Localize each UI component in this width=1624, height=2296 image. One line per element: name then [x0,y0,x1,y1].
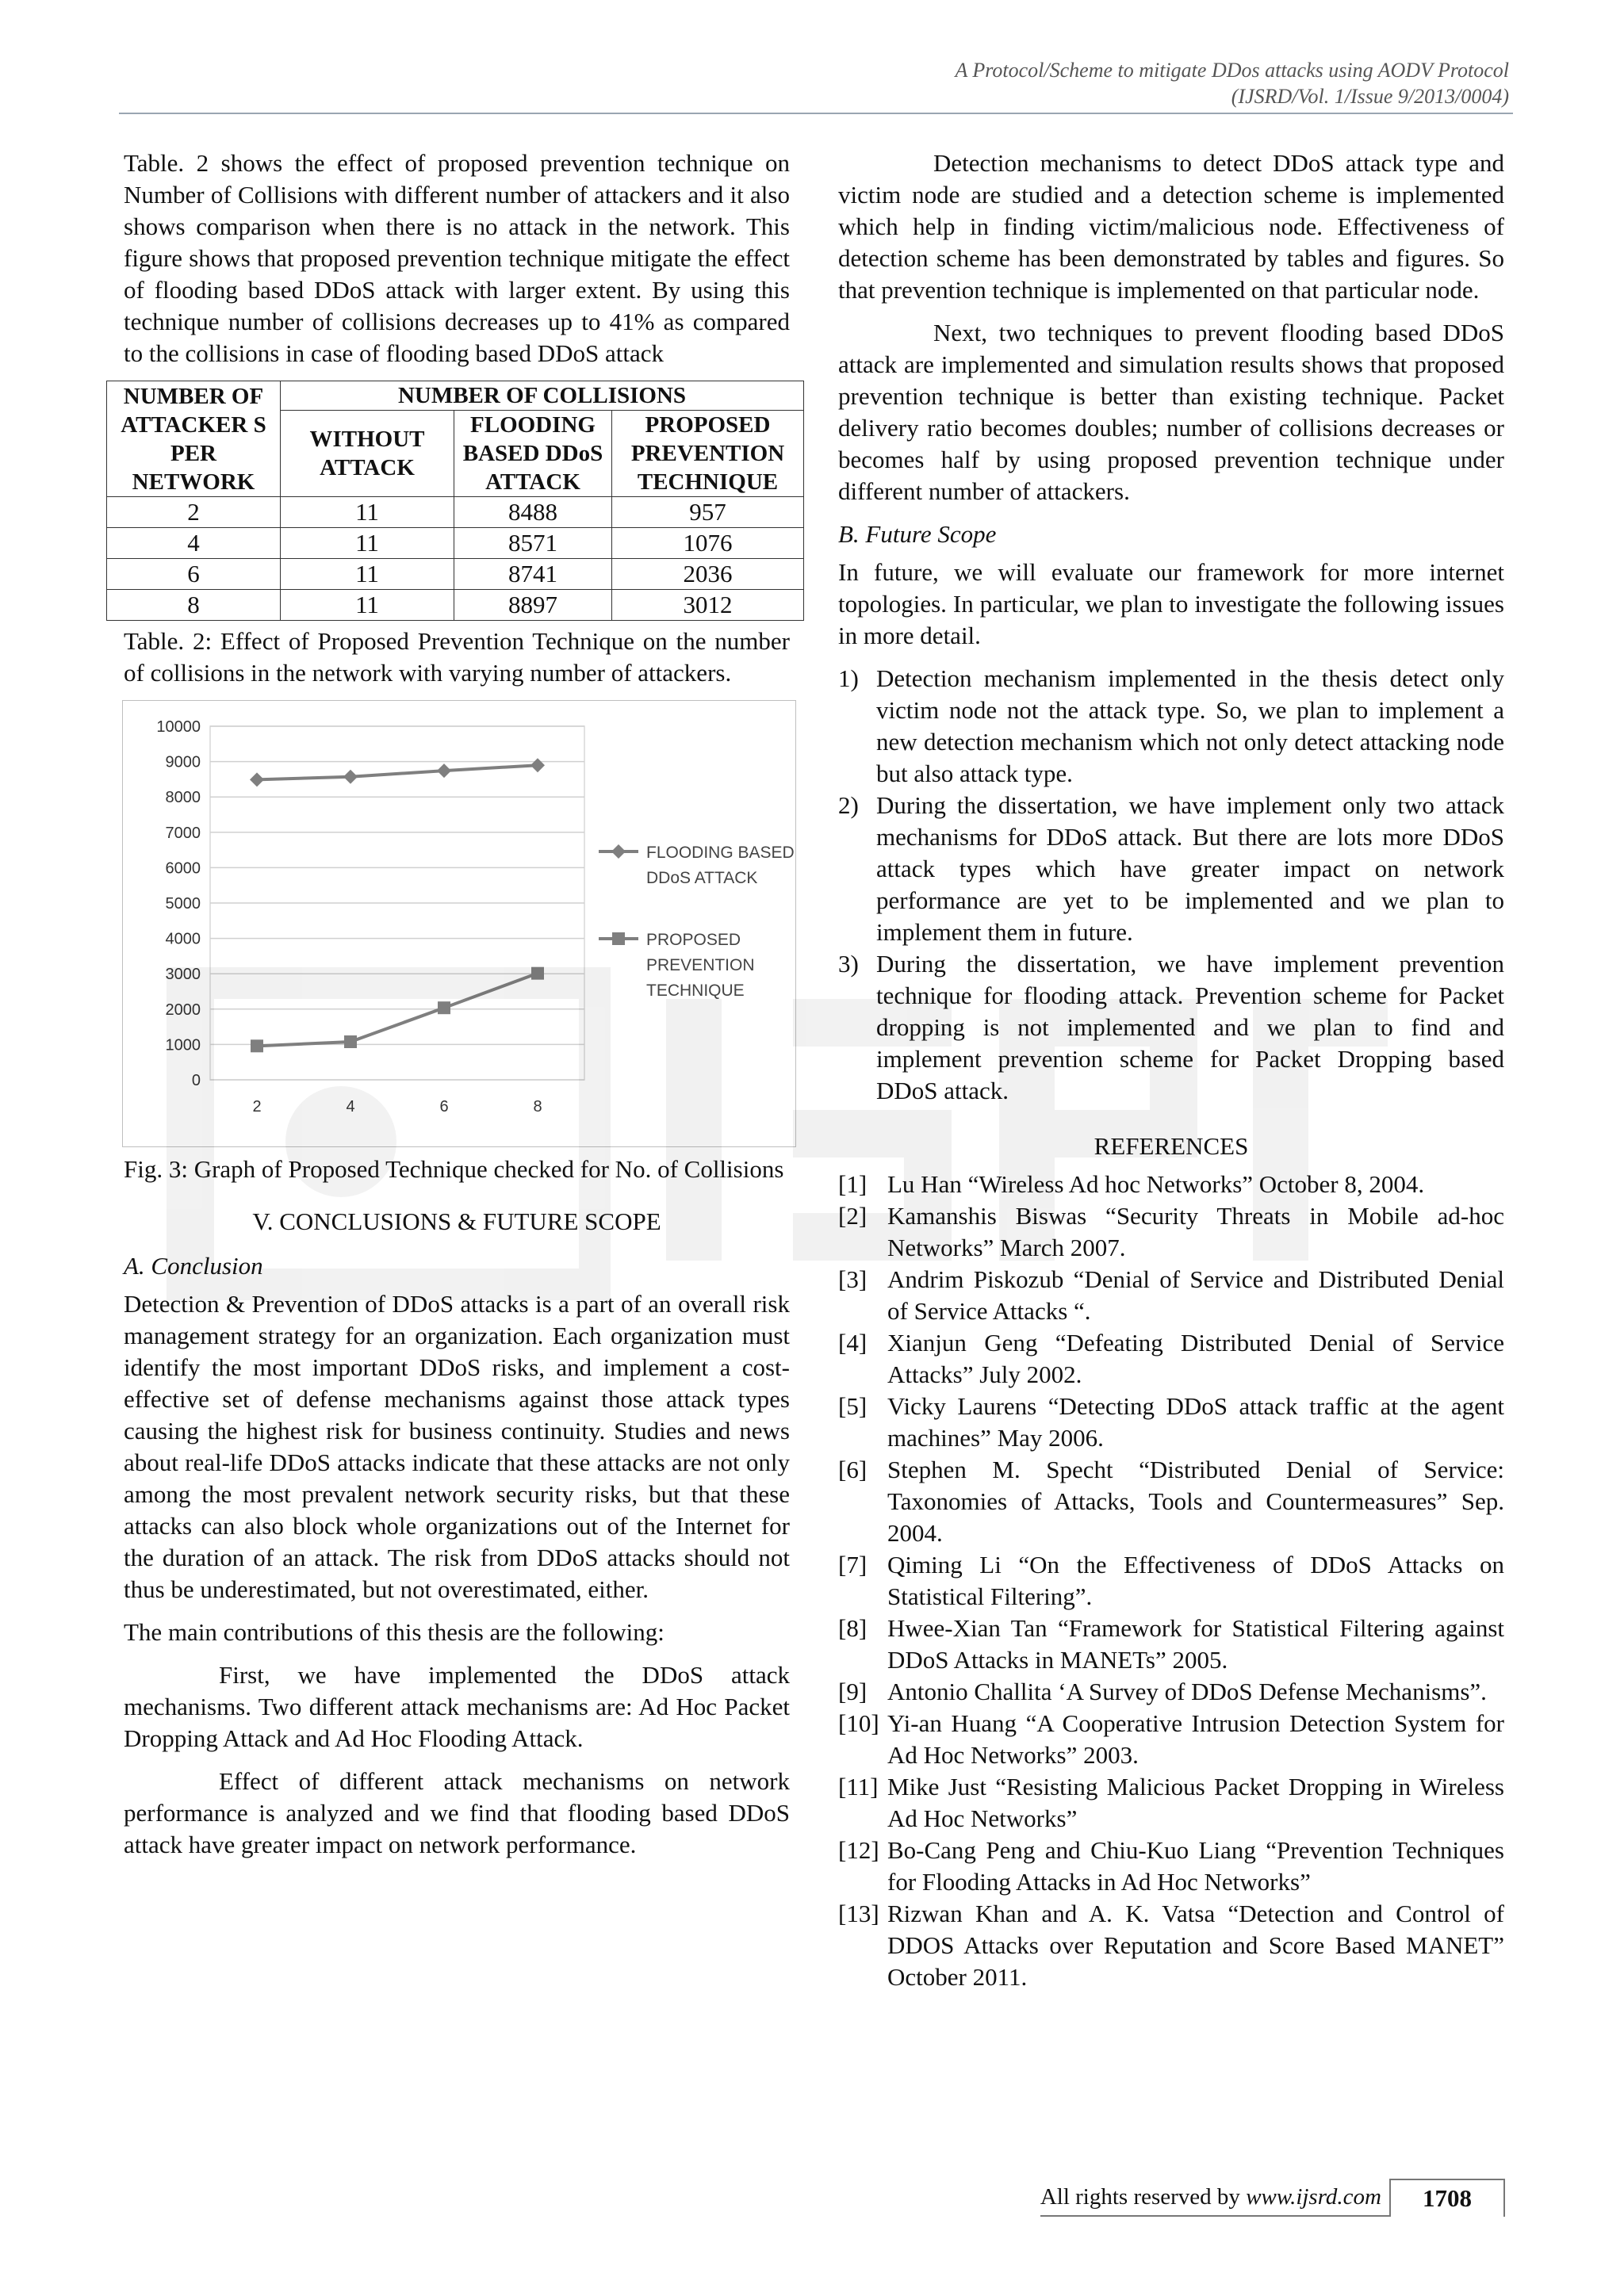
references-list [838,1169,1504,1993]
table-cell: 3012 [612,590,804,621]
reference-item: [8] Hwee-Xian Tan “Framework for Statistical Filtering against DDoS Attacks in MANETs” 2005. [838,1614,1504,1674]
table-cell: 8571 [454,528,612,559]
table-cell: 8741 [454,559,612,590]
legend-label: PROPOSED [646,931,741,949]
reference-item: [9] Antonio Challita ‘A Survey of DDoS Defense Mechanisms”. [838,1678,1487,1705]
y-tick-label: 4000 [165,930,201,948]
table-cell: 957 [612,497,804,528]
y-tick-label: 5000 [165,895,201,913]
references-heading: REFERENCES [1094,1132,1249,1160]
future-intro-paragraph: In future, we will evaluate our framework for more internet topologies. In particular, we plan to investigate the following issues in more detail. [838,558,1504,649]
contributions-intro: The main contributions of this thesis are the following: [124,1618,665,1646]
table-cell: 4 [107,528,281,559]
section-title: V. CONCLUSIONS & FUTURE SCOPE [252,1207,661,1235]
right-column [838,147,1504,1993]
table-row [107,590,804,621]
legend-label: TECHNIQUE [646,982,745,1000]
reference-item: [5] Vicky Laurens “Detecting DDoS attack traffic at the agent machines” May 2006. [838,1392,1504,1452]
legend-marker [611,844,626,859]
th-flooding-attack: FLOODING BASED DDoS ATTACK [454,411,612,497]
reference-item: [1] Lu Han “Wireless Ad hoc Networks” October 8, 2004. [838,1170,1425,1198]
next-paragraph: Next, two techniques to prevent flooding based DDoS attack are implemented and simulation results shows that proposed prevention technique is better than existing technique. Packet delivery ratio becomes doubles; number of collisions decreases or becomes half by using proposed prevention technique under different number of attackers. [838,319,1504,505]
first-contribution-paragraph: First, we have implemented the DDoS attack mechanisms. Two different attack mechanisms are: Ad Hoc Packet Dropping Attack and Ad Hoc Flooding Attack. [124,1661,790,1752]
collisions-table [106,381,804,621]
header-rule [119,113,1513,114]
running-header [955,57,1509,109]
list-item: 2) During the dissertation, we have implement only two attack mechanisms for DDoS attack. But there are lots more DDoS attack types which have greater impact on network performance are yet to be implemented and we plan to implement them in future. [838,791,1504,946]
y-tick-label: 0 [191,1072,201,1089]
reference-item: [3] Andrim Piskozub “Denial of Service and Distributed Denial of Service Attacks “. [838,1265,1504,1325]
data-point [251,1039,263,1052]
x-tick-label: 8 [533,1098,542,1115]
y-tick-label: 10000 [156,718,201,736]
table-cell: 11 [281,590,454,621]
data-point [531,967,544,980]
y-tick-label: 1000 [165,1036,201,1054]
header-journal: (IJSRD/Vol. 1/Issue 9/2013/0004) [1231,85,1509,108]
table-cell: 11 [281,497,454,528]
y-tick-label: 3000 [165,966,201,984]
x-tick-label: 2 [252,1098,262,1115]
table-row [107,528,804,559]
data-point [438,1001,450,1014]
page-number: 1708 [1389,2179,1505,2217]
table-cell: 8897 [454,590,612,621]
th-attackers: NUMBER OF ATTACKER S PER NETWORK [107,381,281,497]
x-tick-label: 6 [439,1098,449,1115]
table-cell: 8488 [454,497,612,528]
legend-label: FLOODING BASED [646,844,795,862]
reference-item: [13] Rizwan Khan and A. K. Vatsa “Detection and Control of DDOS Attacks over Reputation and Score Based MANET” October 2011. [838,1900,1504,1991]
table-row [107,559,804,590]
th-collisions-group: NUMBER OF COLLISIONS [281,381,804,411]
page-footer [1040,2179,1505,2217]
future-scope-heading: B. Future Scope [838,520,997,548]
y-tick-label: 8000 [165,789,201,807]
table-caption: Table. 2: Effect of Proposed Prevention Technique on the number of collisions in the network with varying number of attackers. [124,627,790,687]
effect-paragraph: Effect of different attack mechanisms on network performance is analyzed and we find that flooding based DDoS attack have greater impact on network performance. [124,1767,790,1858]
table-body [107,497,804,621]
intro-paragraph: Table. 2 shows the effect of proposed prevention technique on Number of Collisions with different number of attackers and it also shows comparison when there is no attack in the network. This figure shows that proposed prevention technique mitigate the effect of flooding based DDoS attack with larger extent. By using this technique number of collisions decreases up to 41% as compared to the collisions in case of flooding based DDoS attack [124,149,790,367]
reference-item: [4] Xianjun Geng “Defeating Distributed Denial of Service Attacks” July 2002. [838,1329,1504,1388]
list-item: 3) During the dissertation, we have implement prevention technique for flooding attack. Prevention scheme for Packet dropping is not implemented and we plan to find and implement prevention scheme for Packet Dropping based DDoS attack. [838,950,1504,1104]
reference-item: [2] Kamanshis Biswas “Security Threats in Mobile ad-hoc Networks” March 2007. [838,1202,1504,1261]
table-cell: 11 [281,528,454,559]
table-cell: 2 [107,497,281,528]
reference-item: [6] Stephen M. Specht “Distributed Denial of Service: Taxonomies of Attacks, Tools and Countermeasures” Sep. 2004. [838,1456,1504,1547]
table-cell: 6 [107,559,281,590]
table-cell: 2036 [612,559,804,590]
footer-rights: All rights reserved by www.ijsrd.com [1040,2179,1389,2217]
y-tick-label: 7000 [165,824,201,842]
reference-item: [10] Yi-an Huang “A Cooperative Intrusion Detection System for Ad Hoc Networks” 2003. [838,1709,1504,1769]
conclusion-paragraph: Detection & Prevention of DDoS attacks is a part of an overall risk management strategy for an organization. Each organization must identify the most important DDoS risks, and implement a cost-effective set of defense mechanisms against those attack types causing the highest risk for business continuity. Studies and news about real-life DDoS attacks indicate that these attacks are not only among the most prevalent network security risks, but that these attacks can also block whole organizations out of the Internet for the duration of an attack. The risk from DDoS attacks should not thus be underestimated, but not overestimated, either. [124,1290,790,1603]
legend-marker [612,932,625,945]
th-proposed-technique: PROPOSED PREVENTION TECHNIQUE [612,411,804,497]
data-point [344,1035,357,1048]
y-tick-label: 6000 [165,859,201,878]
table-cell: 1076 [612,528,804,559]
figure-caption: Fig. 3: Graph of Proposed Technique checked for No. of Collisions [124,1155,784,1183]
table-cell: 11 [281,559,454,590]
reference-item: [12] Bo-Cang Peng and Chiu-Kuo Liang “Prevention Techniques for Flooding Attacks in Ad Hoc Networks” [838,1836,1504,1896]
list-item: 1) Detection mechanism implemented in the thesis detect only victim node not the attack type. So, we plan to implement a new detection mechanism which not only detect attacking node but also attack type. [838,664,1504,787]
table-cell: 8 [107,590,281,621]
header-title: A Protocol/Scheme to mitigate DDos attacks using AODV Protocol [955,59,1509,82]
footer-site-link[interactable]: www.ijsrd.com [1246,2184,1381,2210]
th-without-attack: WITHOUT ATTACK [281,411,454,497]
reference-item: [7] Qiming Li “On the Effectiveness of DDoS Attacks on Statistical Filtering”. [838,1551,1504,1610]
table-row [107,497,804,528]
reference-item: [11] Mike Just “Resisting Malicious Packet Dropping in Wireless Ad Hoc Networks” [838,1773,1504,1832]
y-tick-label: 9000 [165,753,201,771]
y-tick-label: 2000 [165,1001,201,1019]
legend-label: PREVENTION [646,956,755,974]
detection-paragraph: Detection mechanisms to detect DDoS attack type and victim node are studied and a detection scheme is implemented which help in finding victim/malicious node. Effectiveness of detection scheme has been demonstrated by tables and figures. So that prevention technique is implemented on that particular node. [838,149,1504,304]
future-issues-list [838,663,1504,1107]
chart-svg [123,701,795,1146]
x-tick-label: 4 [346,1098,355,1115]
conclusion-heading: A. Conclusion [124,1252,263,1280]
left-column [121,147,795,1872]
legend-label: DDoS ATTACK [646,869,758,887]
collisions-chart [122,700,796,1147]
